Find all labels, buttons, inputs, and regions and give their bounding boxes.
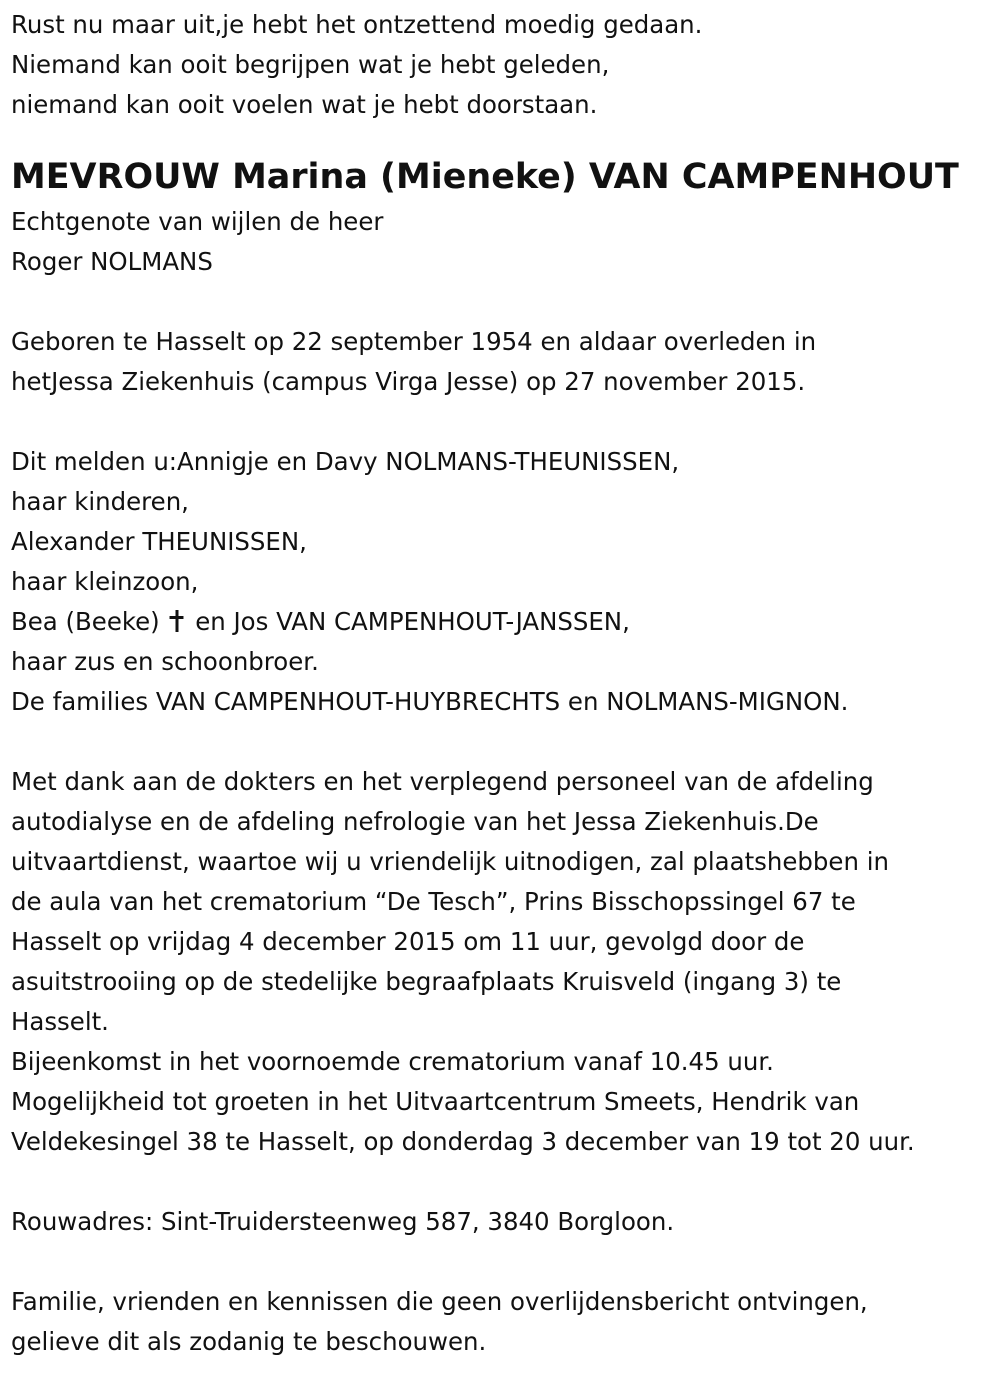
obituary-notice (11, 5, 996, 1362)
service-line: Bijeenkomst in het voornoemde crematorium vanaf 10.45 uur. (11, 1047, 774, 1076)
spacer (11, 1162, 996, 1202)
mourning-address: Rouwadres: Sint-Truidersteenweg 587, 3840 Borgloon. (11, 1207, 675, 1236)
poem-line: Rust nu maar uit,je hebt het ontzettend moedig gedaan. (11, 10, 703, 39)
birth-death-info (11, 322, 996, 402)
announcer-line (11, 602, 993, 642)
announcer-line: haar kleinzoon, (11, 567, 199, 596)
announcer-line: Alexander THEUNISSEN, (11, 527, 307, 556)
announcer-line: De families VAN CAMPENHOUT-HUYBRECHTS en NOLMANS-MIGNON. (11, 687, 849, 716)
announcer-name: en Jos VAN CAMPENHOUT-JANSSEN, (195, 607, 630, 636)
announcer-name: Bea (Beeke) (11, 607, 160, 636)
spacer (11, 722, 996, 762)
service-line: Mogelijkheid tot groeten in het Uitvaartcentrum Smeets, Hendrik van (11, 1087, 860, 1116)
birth-death-line: Geboren te Hasselt op 22 september 1954 en aldaar overleden in (11, 327, 817, 356)
announcer-line: haar kinderen, (11, 487, 189, 516)
service-line: autodialyse en de afdeling nefrologie van het Jessa Ziekenhuis.De (11, 807, 819, 836)
service-line: Met dank aan de dokters en het verplegend personeel van de afdeling (11, 767, 874, 796)
service-line: Veldekesingel 38 te Hasselt, op donderdag 3 december van 19 tot 20 uur. (11, 1127, 915, 1156)
closing-line: gelieve dit als zodanig te beschouwen. (11, 1327, 487, 1356)
service-info (11, 762, 996, 1162)
spacer (11, 282, 996, 322)
closing-note (11, 1282, 996, 1362)
service-line: asuitstrooiing op de stedelijke begraafplaats Kruisveld (ingang 3) te (11, 967, 842, 996)
service-line: Hasselt. (11, 1007, 109, 1036)
cross-icon (169, 610, 183, 632)
spacer (11, 1242, 996, 1282)
poem-line: Niemand kan ooit begrijpen wat je hebt geleden, (11, 50, 610, 79)
poem-line: niemand kan ooit voelen wat je hebt doorstaan. (11, 90, 598, 119)
closing-line: Familie, vrienden en kennissen die geen overlijdensbericht ontvingen, (11, 1287, 868, 1316)
deceased-name: MEVROUW Marina (Mieneke) VAN CAMPENHOUT (11, 157, 959, 197)
poem (11, 5, 996, 125)
service-line: uitvaartdienst, waartoe wij u vriendelijk uitnodigen, zal plaatshebben in (11, 847, 889, 876)
spouse-info (11, 202, 996, 282)
birth-death-line: hetJessa Ziekenhuis (campus Virga Jesse) op 27 november 2015. (11, 367, 806, 396)
service-line: de aula van het crematorium “De Tesch”, Prins Bisschopssingel 67 te (11, 887, 856, 916)
announcer-line: Dit melden u:Annigje en Davy NOLMANS-THEUNISSEN, (11, 447, 680, 476)
announcers (11, 442, 996, 722)
spacer (11, 402, 996, 442)
spouse-name: Roger NOLMANS (11, 247, 213, 276)
spouse-line: Echtgenote van wijlen de heer (11, 207, 384, 236)
service-line: Hasselt op vrijdag 4 december 2015 om 11 uur, gevolgd door de (11, 927, 805, 956)
announcer-line: haar zus en schoonbroer. (11, 647, 319, 676)
